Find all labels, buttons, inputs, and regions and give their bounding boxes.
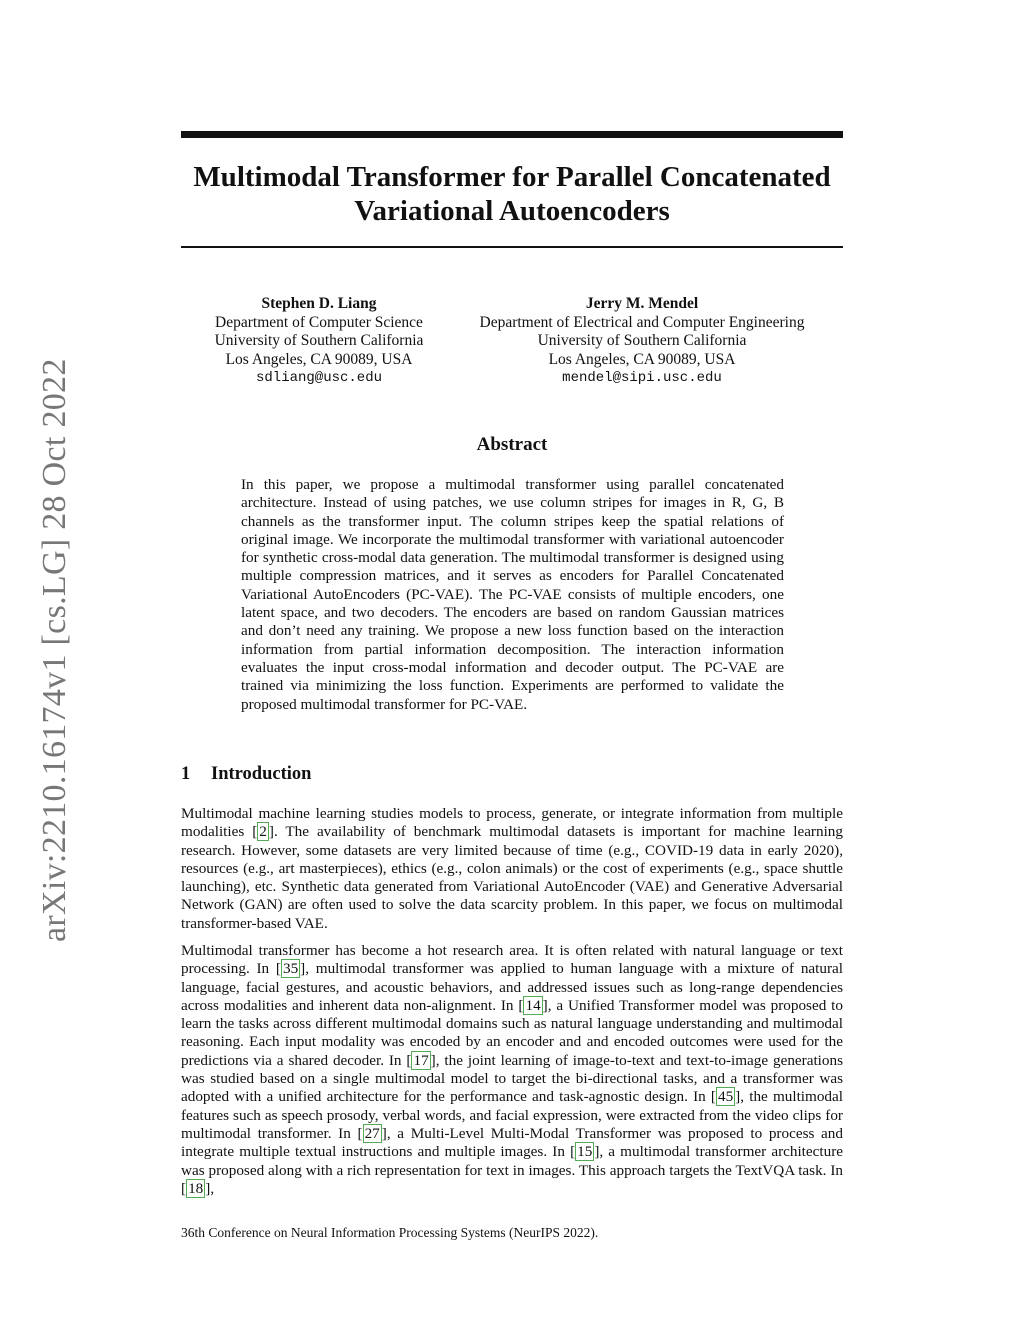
author-name: Stephen D. Liang bbox=[261, 295, 377, 312]
conference-footnote: 36th Conference on Neural Information Processing Systems (NeurIPS 2022). bbox=[181, 1225, 599, 1240]
citation-link[interactable]: 18 bbox=[188, 1179, 204, 1197]
author-block-1 bbox=[199, 295, 439, 388]
author-university: University of Southern California bbox=[214, 332, 424, 349]
paragraph-text: , a Unified Transformer model was proposed to learn the tasks across different multimodal domains such as natural language understanding and multimodal reasoning. Each input modality was encoded by an encoder and and encoded outcomes were used for the predictions via a shared decoder. In bbox=[181, 996, 843, 1069]
citation-link[interactable]: 35 bbox=[282, 960, 299, 978]
citation-link[interactable]: 27 bbox=[364, 1124, 380, 1142]
author-city: Los Angeles, CA 90089, USA bbox=[225, 350, 413, 368]
author-department: Department of Computer Science bbox=[215, 313, 423, 331]
author-email[interactable]: sdliang@usc.edu bbox=[255, 370, 383, 386]
citation-link[interactable]: 45 bbox=[717, 1088, 734, 1106]
paragraph-text: , a Multi-Level Multi-Modal Transformer was proposed to process and integrate multiple textual instructions and multiple images. In bbox=[181, 1124, 843, 1161]
paragraph-text: , the multimodal features such as speech prosody, verbal words, and facial expression, were extracted from the video clips for multimodal transformer. In bbox=[181, 1088, 843, 1142]
title-top-rule bbox=[181, 131, 843, 138]
arxiv-identifier-stamp: arXiv:2210.16174v1 [cs.LG] 28 Oct 2022 bbox=[36, 358, 73, 942]
paragraph-text: Multimodal machine learning studies models to process, generate, or integrate information from multiple modalities bbox=[181, 805, 843, 841]
section-number: 1 bbox=[181, 764, 191, 784]
citation-link[interactable]: 15 bbox=[577, 1143, 593, 1161]
author-university: University of Southern California bbox=[537, 332, 747, 349]
citation-link[interactable]: 2 bbox=[259, 823, 267, 841]
citation-link[interactable]: 17 bbox=[413, 1051, 429, 1069]
abstract-text: In this paper, we propose a multimodal transformer using parallel concatenated architecture. Instead of using patches, we use column stripes for images in R, G, B channels as the transformer input. The column stripes keep the spatial relations of original image. We incorporate the multimodal transformer with variational autoencoder for synthetic cross-modal data generation. The multimodal transformer is designed using multiple compression matrices, and it serves as encoders for Parallel Concatenated Variational AutoEncoders (PC-VAE). The PC-VAE consists of multiple encoders, one latent space, and two decoders. The encoders are based on random Gaussian matrices and don’t need any training. We propose a new loss function based on the interaction information from partial information decomposition. The interaction information evaluates the input cross-modal information and decoder output. The PC-VAE are trained via minimizing the loss function. Experiments are performed to validate the proposed multimodal transformer for PC-VAE. bbox=[241, 476, 784, 713]
author-name: Jerry M. Mendel bbox=[585, 295, 699, 312]
section-title: Introduction bbox=[211, 764, 312, 784]
author-city: Los Angeles, CA 90089, USA bbox=[548, 350, 736, 368]
author-block-2 bbox=[455, 295, 829, 388]
intro-paragraph-2: Multimodal transformer has become a hot research area. It is often related with natural language or text processing. In [ 35 ], multimodal transformer was applied to human language with a mixture of natural language, facial gestures, and acoustic behaviors, and addressed issues such as long-range dependencies across modalities and inherent data non-alignment. In [ 14 ], a Unified Transformer model was proposed to learn the tasks across different multimodal domains such as natural language understanding and multimodal reasoning. Each input modality was encoded by an encoder and and encoded outcomes were used for the predictions via a shared decoder. In [ 17 ], the joint learning of image-to-text and text-to-image generations was studied based on a single multimodal model to target the bi-directional tasks, and a transformer was adopted with a unified architecture for the performance and task-agnostic design. In [ 45 ], the multimodal features such as speech prosody, verbal words, and facial expression, were extracted from the video clips for multimodal transformer. In [ 27 ], a Multi-Level Multi-Modal Transformer was proposed to process and integrate multiple textual instructions and multiple images. In [ 15 ], a multimodal transformer architecture was proposed along with a rich representation for text in images. This approach targets the TextVQA task. In [ 18 ], bbox=[181, 942, 843, 1197]
paper-title: Multimodal Transformer for Parallel Concatenated Variational Autoencoders bbox=[193, 161, 831, 227]
paragraph-text: , bbox=[210, 1179, 215, 1197]
title-bottom-rule bbox=[181, 246, 843, 248]
intro-paragraph-1: Multimodal machine learning studies models to process, generate, or integrate information from multiple modalities [ 2 ]. The availability of benchmark multimodal datasets is important for machine learning research. However, some datasets are very limited because of time (e.g., COVID-19 data in early 2020), resources (e.g., art masterpieces), ethics (e.g., colon animals) or the cost of experiments (e.g., space shuttle launching), etc. Synthetic data generated from Variational AutoEncoder (VAE) and Generative Adversarial Network (GAN) are often used to solve the data scarcity problem. In this paper, we focus on multimodal transformer-based VAE. bbox=[181, 805, 843, 932]
paragraph-text: , multimodal transformer was applied to human language with a mixture of natural language, facial gestures, and acoustic behaviors, and addressed issues such as long-range dependencies across modalities and inherent data non-alignment. In bbox=[181, 960, 843, 1014]
section-heading-introduction bbox=[181, 764, 311, 785]
paragraph-text: , a multimodal transformer architecture was proposed along with a rich representation for text in images. This approach targets the TextVQA task. In bbox=[181, 1143, 843, 1179]
author-department: Department of Electrical and Computer Engineering bbox=[479, 313, 805, 331]
author-email[interactable]: mendel@sipi.usc.edu bbox=[562, 370, 722, 386]
paragraph-text: . The availability of benchmark multimodal datasets is important for machine learning research. However, some datasets are very limited because of time (e.g., COVID-19 data in early 2020), resources (e.g., art masterpieces), ethics (e.g., colon animals) or the cost of experiments (e.g., space shuttle launching), etc. Synthetic data generated from Variational AutoEncoder (VAE) and Generative Adversarial Network (GAN) are often used to solve the data scarcity problem. In this paper, we focus on multimodal transformer-based VAE. bbox=[181, 823, 843, 932]
paragraph-text: , the joint learning of image-to-text and text-to-image generations was studied based on a single multimodal model to target the bi-directional tasks, and a transformer was adopted with a unified architecture for the performance and task-agnostic design. In bbox=[181, 1051, 843, 1106]
paragraph-text: Multimodal transformer has become a hot research area. It is often related with natural language or text processing. In bbox=[181, 942, 843, 978]
citation-link[interactable]: 14 bbox=[525, 996, 541, 1014]
abstract-heading: Abstract bbox=[476, 434, 548, 455]
